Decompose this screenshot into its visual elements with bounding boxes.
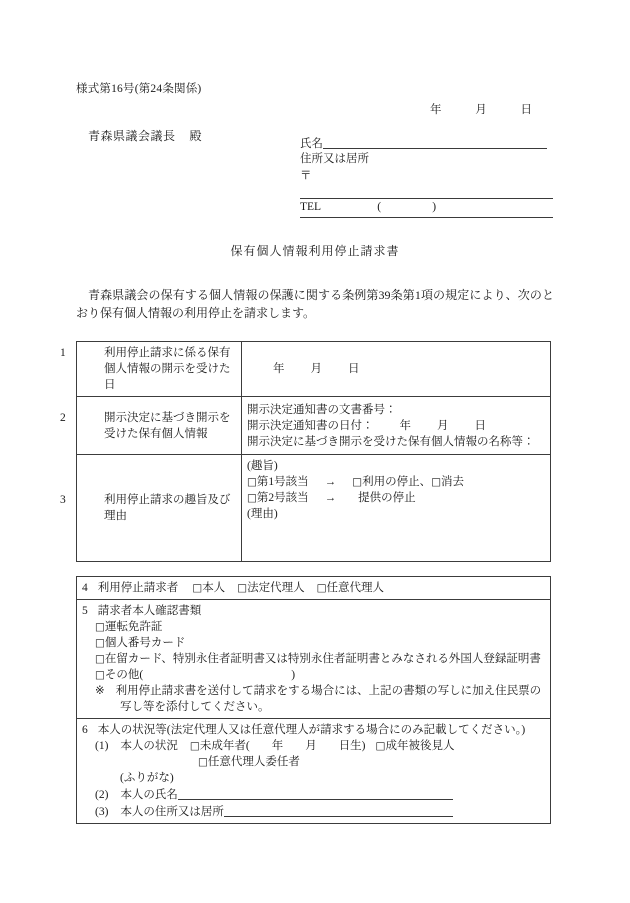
- row6-item-3[interactable]: [82, 803, 545, 820]
- row4-choice-0-label: 本人: [202, 582, 226, 594]
- row1-label-cell: [60, 342, 242, 397]
- option2-sub-text: 提供の停止: [358, 492, 416, 504]
- row5-doc-1-checkbox[interactable]: □: [95, 637, 105, 649]
- page-title: 保有個人情報利用停止請求書: [230, 244, 400, 258]
- applicant-address-row: [300, 151, 553, 168]
- option1-sub1-checkbox[interactable]: □: [352, 476, 363, 488]
- row4-number: 4: [82, 582, 88, 594]
- applicant-tel-row[interactable]: [300, 199, 553, 218]
- row6-cell[interactable]: [77, 719, 551, 824]
- row2-day: 日: [474, 419, 486, 432]
- row1-month: 月: [310, 363, 322, 375]
- applicant-tel-label: TEL: [300, 201, 322, 213]
- row5-doc-3-checkbox[interactable]: □: [95, 669, 105, 681]
- row5-heading: [82, 603, 545, 619]
- row5-doc-2-checkbox[interactable]: □: [95, 653, 105, 665]
- option2-arrow-icon: →: [324, 492, 337, 504]
- row6-minor-text: 未成年者(: [199, 740, 250, 752]
- row6-item3-label: 本人の住所又は居所: [120, 806, 224, 818]
- row5-doc-3[interactable]: [82, 667, 545, 683]
- row1-number: 1: [60, 347, 66, 359]
- applicant-block: [300, 134, 553, 218]
- option1-checkbox[interactable]: □: [247, 476, 257, 488]
- row1-date-value: [247, 363, 360, 375]
- row1-value-cell[interactable]: [242, 342, 551, 397]
- row5-note-text: 利用停止請求書を送付して請求をする場合には、上記の書類の写しに加え住民票の写し等を添付してください。: [115, 685, 542, 713]
- option1-sub1-text: 利用の停止、: [362, 476, 432, 488]
- date-month-label: 月: [475, 104, 487, 116]
- row2-year: 年: [399, 419, 411, 432]
- row6-ward-text: 成年被後見人: [385, 740, 455, 752]
- row5-cell[interactable]: [77, 600, 551, 719]
- lead-paragraph: 青森県議会の保有する個人情報の保護に関する条例第39条第1項の規定により、次のとおり保有個人情報の利用停止を請求します。: [76, 288, 554, 320]
- row3-purpose-heading: (趣旨): [247, 460, 278, 472]
- row1-year: 年: [273, 363, 285, 375]
- row5-doc-3-close: ): [291, 669, 296, 681]
- row5-doc-1-label: 個人番号カード: [104, 637, 186, 649]
- row2-date-label: 開示決定通知書の日付：: [247, 419, 374, 432]
- row6-item-1-opt3[interactable]: [82, 754, 545, 770]
- row6-agent-text: 任意代理人委任者: [207, 756, 300, 768]
- row5-label: 請求者本人確認書類: [97, 605, 202, 617]
- table-row-5: [77, 600, 551, 719]
- row2-label-text: 開示決定に基づき開示を受けた保有個人情報: [104, 411, 231, 440]
- table-row-2: [77, 397, 551, 455]
- row3-number: 3: [60, 494, 66, 506]
- row2-doc-number-line: 開示決定通知書の文書番号：: [247, 403, 397, 416]
- row6-number: 6: [82, 724, 88, 736]
- row6-item1-label: 本人の状況: [120, 740, 178, 752]
- row3-option-1[interactable]: [247, 474, 545, 490]
- row6-item-1[interactable]: [82, 738, 545, 754]
- row6-item-2[interactable]: [82, 786, 545, 803]
- row4-choice-1-checkbox[interactable]: □: [237, 582, 248, 594]
- row6-minor-month: 月: [305, 740, 317, 752]
- row4-choice-0-checkbox[interactable]: □: [192, 582, 203, 594]
- disclosure-info-table: [60, 341, 551, 562]
- row6-item1-number: (1): [95, 740, 109, 752]
- row6-minor-checkbox[interactable]: □: [189, 740, 200, 752]
- row6-minor-day: 日生): [338, 740, 366, 752]
- applicant-postal-row: [300, 168, 553, 198]
- row3-option-2[interactable]: [247, 490, 545, 506]
- option1-arrow-icon: →: [324, 476, 337, 488]
- applicant-address-label: 住所又は居所: [300, 153, 369, 165]
- row4-choice-2-checkbox[interactable]: □: [316, 582, 327, 594]
- option1-text: 第1号該当: [256, 476, 309, 488]
- row1-day: 日: [348, 363, 360, 375]
- postal-mark-icon: 〒: [300, 170, 312, 182]
- row6-item2-input[interactable]: [178, 786, 453, 800]
- row6-furigana-label: (ふりがな): [120, 772, 174, 784]
- row4-choice-2-label: 任意代理人: [326, 582, 385, 594]
- note-mark-icon: ※: [95, 685, 105, 697]
- row2-label: [60, 410, 236, 442]
- document-date-line: [430, 101, 532, 117]
- row5-number: 5: [82, 605, 88, 617]
- row5-doc-0-checkbox[interactable]: □: [95, 621, 105, 633]
- applicant-name-row: [300, 134, 553, 151]
- row2-doc-date-line: [247, 418, 545, 434]
- row4-label: 利用停止請求者: [97, 582, 179, 594]
- addressee-honorific: 殿: [189, 129, 203, 143]
- requester-info-table: [76, 576, 551, 824]
- option1-sub2-text: 消去: [441, 476, 465, 488]
- option2-checkbox[interactable]: □: [247, 492, 257, 504]
- row3-label-text: 利用停止請求の趣旨及び理由: [104, 494, 231, 522]
- row6-item2-label: 本人の氏名: [120, 789, 178, 801]
- row6-item3-number: (3): [95, 806, 109, 818]
- row6-item2-number: (2): [95, 789, 109, 801]
- row6-agent-checkbox[interactable]: □: [198, 756, 208, 768]
- row3-value-cell[interactable]: [242, 455, 551, 562]
- row6-item3-input[interactable]: [224, 803, 453, 817]
- applicant-name-input[interactable]: [323, 134, 547, 149]
- applicant-name-label: 氏名: [300, 138, 323, 150]
- table-row-6: [77, 719, 551, 824]
- row5-doc-0[interactable]: [82, 619, 545, 635]
- row5-doc-3-label: その他(: [104, 669, 144, 681]
- row6-ward-checkbox[interactable]: □: [375, 740, 386, 752]
- row1-label: [60, 345, 236, 393]
- option1-sub2-checkbox[interactable]: □: [431, 476, 442, 488]
- row5-doc-2-label: 在留カード、特別永住者証明書又は特別永住者証明書とみなされる外国人登録証明書: [104, 653, 541, 665]
- row1-label-text: 利用停止請求に係る保有個人情報の開示を受けた日: [104, 347, 231, 391]
- row2-doc-name-line: 開示決定に基づき開示を受けた保有個人情報の名称等：: [247, 435, 535, 448]
- row6-minor-year: 年: [271, 740, 284, 752]
- row6-label: 本人の状況等(法定代理人又は任意代理人が請求する場合にのみ記載してください。): [97, 724, 526, 736]
- table-row-3: [77, 455, 551, 562]
- addressee: [88, 127, 202, 144]
- addressee-name: 青森県議会議長: [88, 129, 176, 143]
- row2-label-cell: [60, 397, 242, 455]
- date-year-label: 年: [430, 104, 442, 116]
- tel-paren-open: (: [377, 201, 382, 213]
- row5-doc-1[interactable]: [82, 635, 545, 651]
- row4-cell[interactable]: [77, 577, 551, 600]
- row6-heading: [82, 722, 545, 738]
- row5-doc-2[interactable]: [82, 651, 545, 667]
- row5-note: [82, 683, 545, 715]
- table-row-1: [77, 342, 551, 397]
- row3-label-cell: [60, 455, 242, 562]
- form-number: 様式第16号(第24条関係): [76, 83, 202, 95]
- row3-label: [60, 492, 236, 524]
- row2-number: 2: [60, 411, 66, 424]
- date-day-label: 日: [520, 104, 532, 116]
- row4-choice-1-label: 法定代理人: [247, 582, 305, 594]
- table-row-4: [77, 577, 551, 600]
- row3-reason-heading: (理由): [247, 508, 278, 520]
- row2-month: 月: [437, 419, 449, 432]
- row2-value-cell[interactable]: [242, 397, 551, 455]
- row5-doc-0-label: 運転免許証: [104, 621, 163, 633]
- option2-text: 第2号該当: [256, 492, 309, 504]
- tel-paren-close: ): [432, 201, 437, 213]
